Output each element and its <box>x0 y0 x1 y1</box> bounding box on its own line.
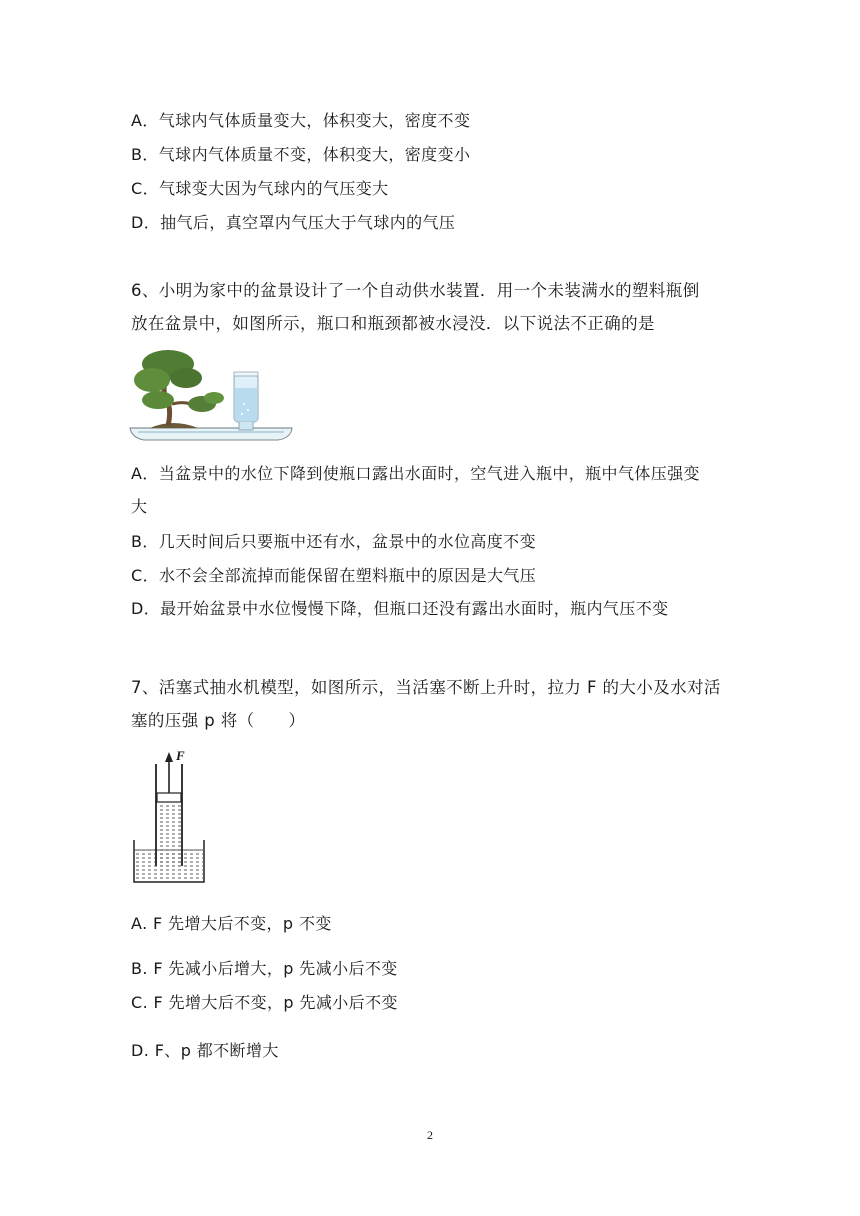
q6-option-a-line1: A．当盆景中的水位下降到使瓶口露出水面时，空气进入瓶中，瓶中气体压强变 <box>131 464 700 483</box>
q6-option-d: D．最开始盆景中水位慢慢下降，但瓶口还没有露出水面时，瓶内气压不变 <box>131 599 669 618</box>
q7-option-c: C. F 先增大后不变，p 先减小后不变 <box>131 993 398 1012</box>
q5-option-c: C．气球变大因为气球内的气压变大 <box>131 179 389 198</box>
q7-stem-line2: 塞的压强 p 将（ ） <box>131 711 306 730</box>
q5-option-a: A．气球内气体质量变大，体积变大，密度不变 <box>131 111 471 130</box>
bonsai-water-bottle-figure <box>128 344 298 448</box>
q6-stem-line2: 放在盆景中，如图所示，瓶口和瓶颈都被水浸没．以下说法不正确的是 <box>131 314 655 333</box>
q6-option-b: B．几天时间后只要瓶中还有水，盆景中的水位高度不变 <box>131 532 536 551</box>
piston-pump-figure <box>130 748 208 886</box>
page-number: 2 <box>427 1128 433 1142</box>
q6-option-a-line2: 大 <box>131 497 148 516</box>
q6-option-c: C．水不会全部流掉而能保留在塑料瓶中的原因是大气压 <box>131 566 537 585</box>
q7-option-b: B. F 先减小后增大，p 先减小后不变 <box>131 959 398 978</box>
q7-option-d: D. F、p 都不断增大 <box>131 1041 279 1060</box>
force-label: F <box>176 748 185 763</box>
q5-option-d: D．抽气后，真空罩内气压大于气球内的气压 <box>131 213 456 232</box>
q7-stem-line1: 7、活塞式抽水机模型，如图所示，当活塞不断上升时，拉力 F 的大小及水对活 <box>131 678 721 697</box>
q5-option-b: B．气球内气体质量不变，体积变大，密度变小 <box>131 145 471 164</box>
q6-stem-line1: 6、小明为家中的盆景设计了一个自动供水装置．用一个未装满水的塑料瓶倒 <box>131 281 700 300</box>
q7-option-a: A. F 先增大后不变，p 不变 <box>131 914 332 933</box>
